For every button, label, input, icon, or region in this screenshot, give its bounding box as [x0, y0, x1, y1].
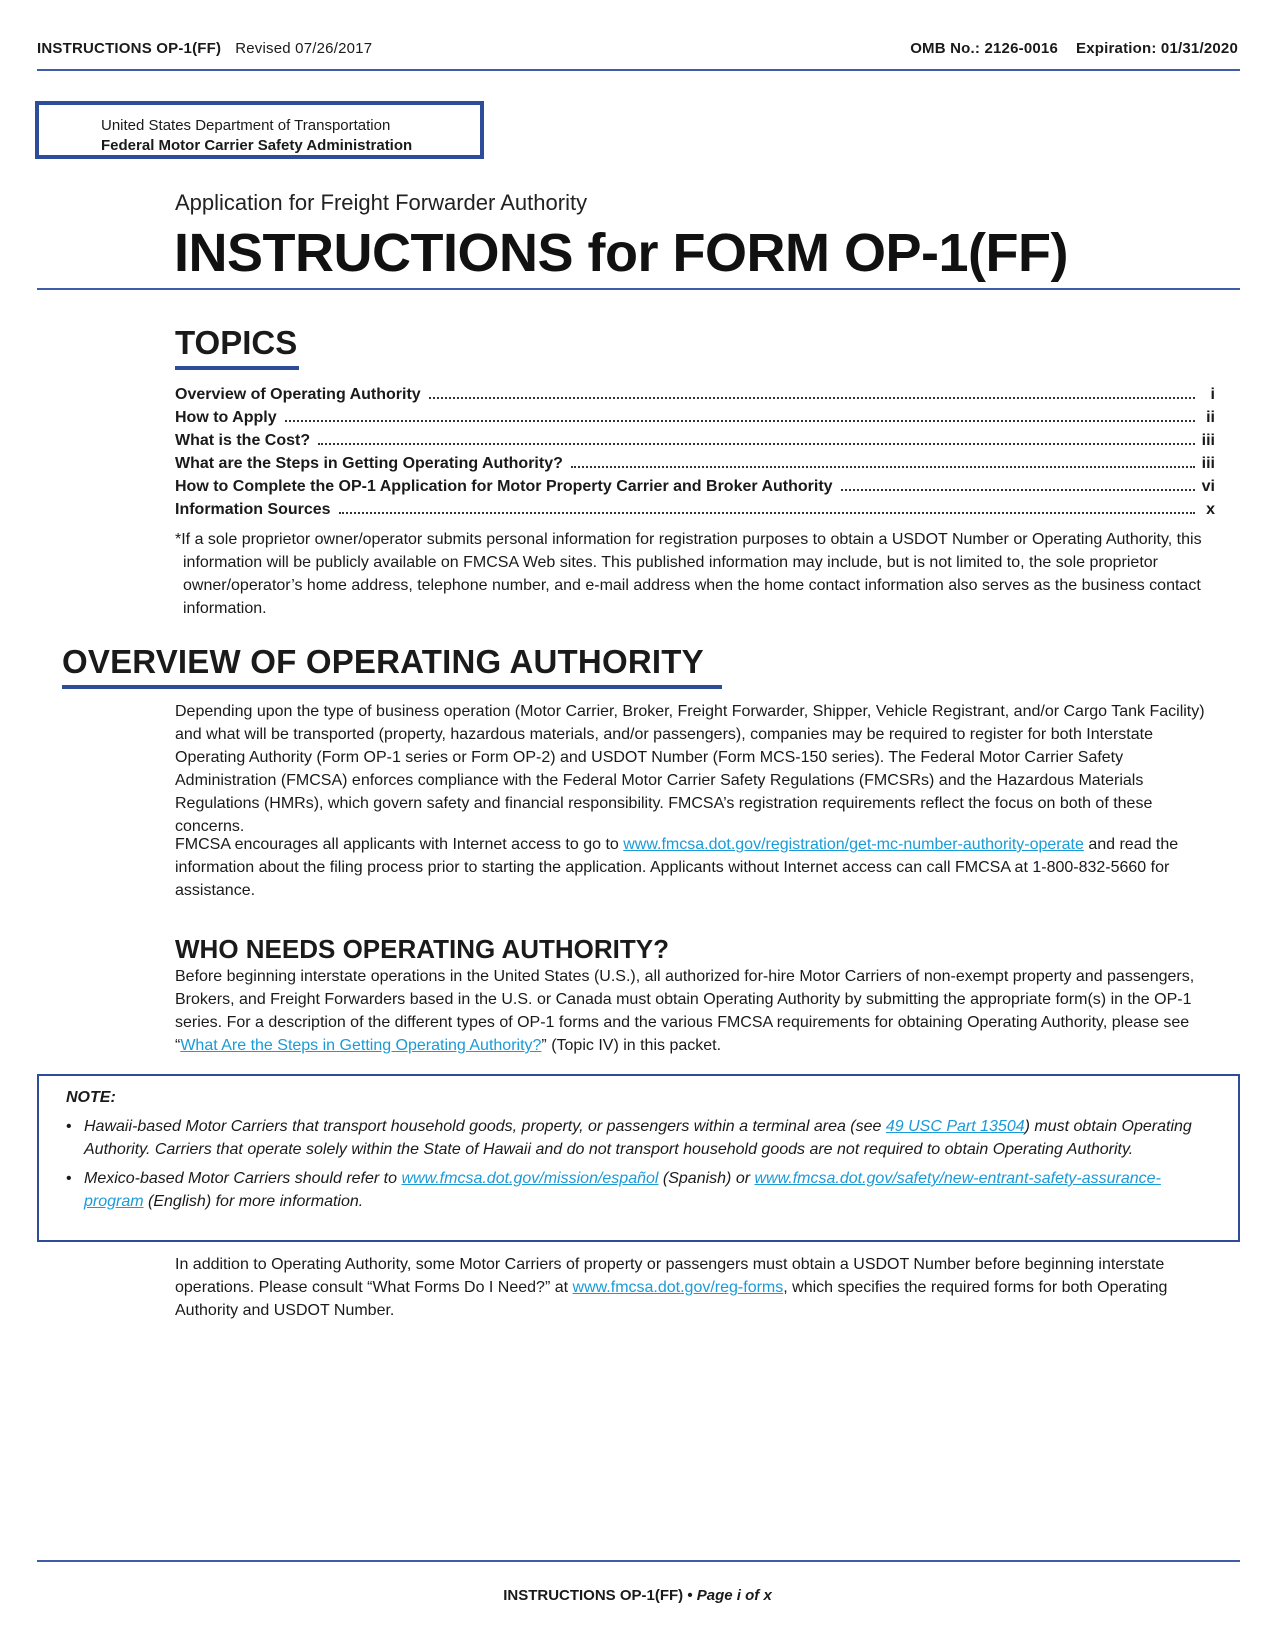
- privacy-footnote: [175, 528, 1215, 620]
- overview-paragraph-1: [175, 700, 1215, 838]
- header-form-code: INSTRUCTIONS OP-1(FF): [37, 40, 222, 57]
- toc-item-page: iii: [1201, 432, 1215, 449]
- toc-item-label: How to Complete the OP-1 Application for Motor Property Carrier and Broker Authority: [175, 478, 833, 495]
- toc-leader-dots: [318, 443, 1195, 445]
- agency-administration: Federal Motor Carrier Safety Administration: [101, 137, 413, 154]
- page-title: INSTRUCTIONS for FORM OP-1(FF): [174, 223, 1068, 283]
- toc-item-page: ii: [1206, 409, 1215, 426]
- who-needs-paragraph: [175, 965, 1215, 1057]
- privacy-footnote-text: *If a sole proprietor owner/operator submits personal information for registration purposes to obtain a USDOT Number or Operating Authority, this information will be publicly available on FMCSA Web sites. This published information may include, but is not limited to, the sole proprietor owner/operator’s home address, telephone number, and e-mail address when the home contact information also serves as the business contact information.: [175, 531, 1202, 617]
- toc-item-page: x: [1206, 501, 1215, 518]
- toc-item-steps[interactable]: [175, 452, 1215, 475]
- overview-text-1: Depending upon the type of business operation (Motor Carrier, Broker, Freight Forwarder, Shipper, Vehicle Registrant, and/or Cargo Tank Facility) and what will be transported (property, hazardous materials, and/or passengers), companies may be required to register for both Interstate Operating Authority (Form OP-1 series or Form OP-2) and USDOT Number (Form MCS-150 series). The Federal Motor Carrier Safety Administration (FMCSA) enforces compliance with the Federal Motor Carrier Safety Regulations (FMCSRs) and the Hazardous Materials Regulations (HMRs), which govern safety and financial responsibility. FMCSA’s registration requirements reflect the focus on both of these concerns.: [175, 703, 1205, 835]
- toc-item-label: How to Apply: [175, 409, 277, 426]
- header-omb: OMB No.: 2126-0016: [910, 40, 1059, 57]
- toc-leader-dots: [841, 489, 1195, 491]
- header-rule: [37, 69, 1240, 71]
- overview-text-2-post: and read the information about the filing process prior to starting the application. Applicants without Internet access can call FMCSA at 1-800-832-5660 for assistance.: [175, 836, 1179, 899]
- note-item-2-post: (English) for more information.: [143, 1193, 364, 1210]
- new-entrant-program-link[interactable]: www.fmcsa.dot.gov/safety/new-entrant-safety-assurance-program: [84, 1170, 1161, 1210]
- agency-department: United States Department of Transportation: [101, 117, 391, 134]
- steps-topic-link[interactable]: What Are the Steps in Getting Operating Authority?: [180, 1037, 542, 1054]
- title-rule: [37, 288, 1240, 290]
- toc-item-label: What are the Steps in Getting Operating Authority?: [175, 455, 563, 472]
- usc-link[interactable]: 49 USC Part 13504: [885, 1118, 1025, 1135]
- note-box: [37, 1074, 1240, 1242]
- who-needs-heading: WHO NEEDS OPERATING AUTHORITY?: [175, 934, 669, 964]
- table-of-contents: [175, 383, 1215, 521]
- closing-text-post: , which specifies the required forms for both Operating Authority and USDOT Number.: [175, 1279, 1168, 1319]
- note-label: NOTE:: [66, 1089, 116, 1106]
- toc-item-overview[interactable]: [175, 383, 1215, 406]
- toc-item-label: Overview of Operating Authority: [175, 386, 421, 403]
- toc-item-how-to-apply[interactable]: [175, 406, 1215, 429]
- header-revised: Revised 07/26/2017: [235, 40, 373, 57]
- registration-link[interactable]: www.fmcsa.dot.gov/registration/get-mc-number-authority-operate: [623, 836, 1084, 853]
- header-left: [37, 40, 372, 57]
- topics-underline: [175, 366, 299, 370]
- toc-leader-dots: [429, 397, 1195, 399]
- toc-item-page: vi: [1201, 478, 1215, 495]
- overview-paragraph-2: [175, 833, 1215, 902]
- closing-text: [175, 1253, 1215, 1322]
- note-item-1-post: ) must obtain Operating Authority. Carriers that operate solely within the State of Hawaii and do not transport household goods are not required to obtain Operating Authority.: [84, 1118, 1192, 1158]
- footer-separator: •: [683, 1587, 697, 1604]
- overview-underline: [62, 685, 722, 689]
- toc-item-label: Information Sources: [175, 501, 331, 518]
- note-item-mexico: [66, 1167, 1208, 1213]
- footer: [0, 1587, 1275, 1604]
- overview-text-2-pre: FMCSA encourages all applicants with Internet access to go to: [175, 836, 624, 853]
- header-right: [910, 40, 1238, 57]
- toc-leader-dots: [285, 420, 1195, 422]
- note-list: [66, 1115, 1208, 1213]
- agency-box: [35, 101, 484, 159]
- spanish-mission-link[interactable]: www.fmcsa.dot.gov/mission/español: [401, 1170, 659, 1187]
- overview-heading: OVERVIEW OF OPERATING AUTHORITY: [62, 643, 704, 680]
- topics-heading: TOPICS: [175, 324, 298, 361]
- toc-item-page: iii: [1201, 455, 1215, 472]
- closing-paragraph: [175, 1253, 1215, 1322]
- note-item-hawaii: [66, 1115, 1208, 1161]
- header-expiration: Expiration: 01/31/2020: [1076, 40, 1238, 57]
- note-item-2-pre: Mexico-based Motor Carriers should refer to: [84, 1170, 402, 1187]
- toc-leader-dots: [339, 512, 1195, 514]
- toc-item-page: i: [1210, 386, 1215, 403]
- page-subtitle: Application for Freight Forwarder Authority: [175, 190, 588, 215]
- toc-leader-dots: [571, 466, 1195, 468]
- closing-text-pre: In addition to Operating Authority, some Motor Carriers of property or passengers must obtain a USDOT Number before beginning interstate operations. Please consult “What Forms Do I Need?” at: [175, 1256, 1165, 1296]
- who-needs-text-pre: Before beginning interstate operations in the United States (U.S.), all authorized for-hire Motor Carriers of non-exempt property and passengers, Brokers, and Freight Forwarders based in the U.S. or Canada must obtain Operating Authority by submitting the appropriate form(s) in the OP-1 series. For a description of the different types of OP-1 forms and the various FMCSA requirements for obtaining Operating Authority, please see “: [175, 968, 1195, 1054]
- toc-item-how-to-complete[interactable]: [175, 475, 1215, 498]
- who-needs-text-post: ” (Topic IV) in this packet.: [541, 1037, 722, 1054]
- overview-text-2: [175, 833, 1215, 902]
- bullet-icon: •: [66, 1118, 72, 1135]
- toc-item-label: What is the Cost?: [175, 432, 311, 449]
- who-needs-text: [175, 965, 1215, 1057]
- bullet-icon: •: [66, 1170, 72, 1187]
- toc-item-information-sources[interactable]: [175, 498, 1215, 521]
- note-item-2-mid: (Spanish) or: [658, 1170, 755, 1187]
- footer-page-number: Page i of x: [696, 1587, 772, 1604]
- footer-rule: [37, 1560, 1240, 1562]
- note-item-1-pre: Hawaii-based Motor Carriers that transport household goods, property, or passengers within a terminal area (see: [84, 1118, 886, 1135]
- toc-item-cost[interactable]: [175, 429, 1215, 452]
- reg-forms-link[interactable]: www.fmcsa.dot.gov/reg-forms: [572, 1279, 784, 1296]
- footer-form-code: INSTRUCTIONS OP-1(FF): [503, 1587, 684, 1604]
